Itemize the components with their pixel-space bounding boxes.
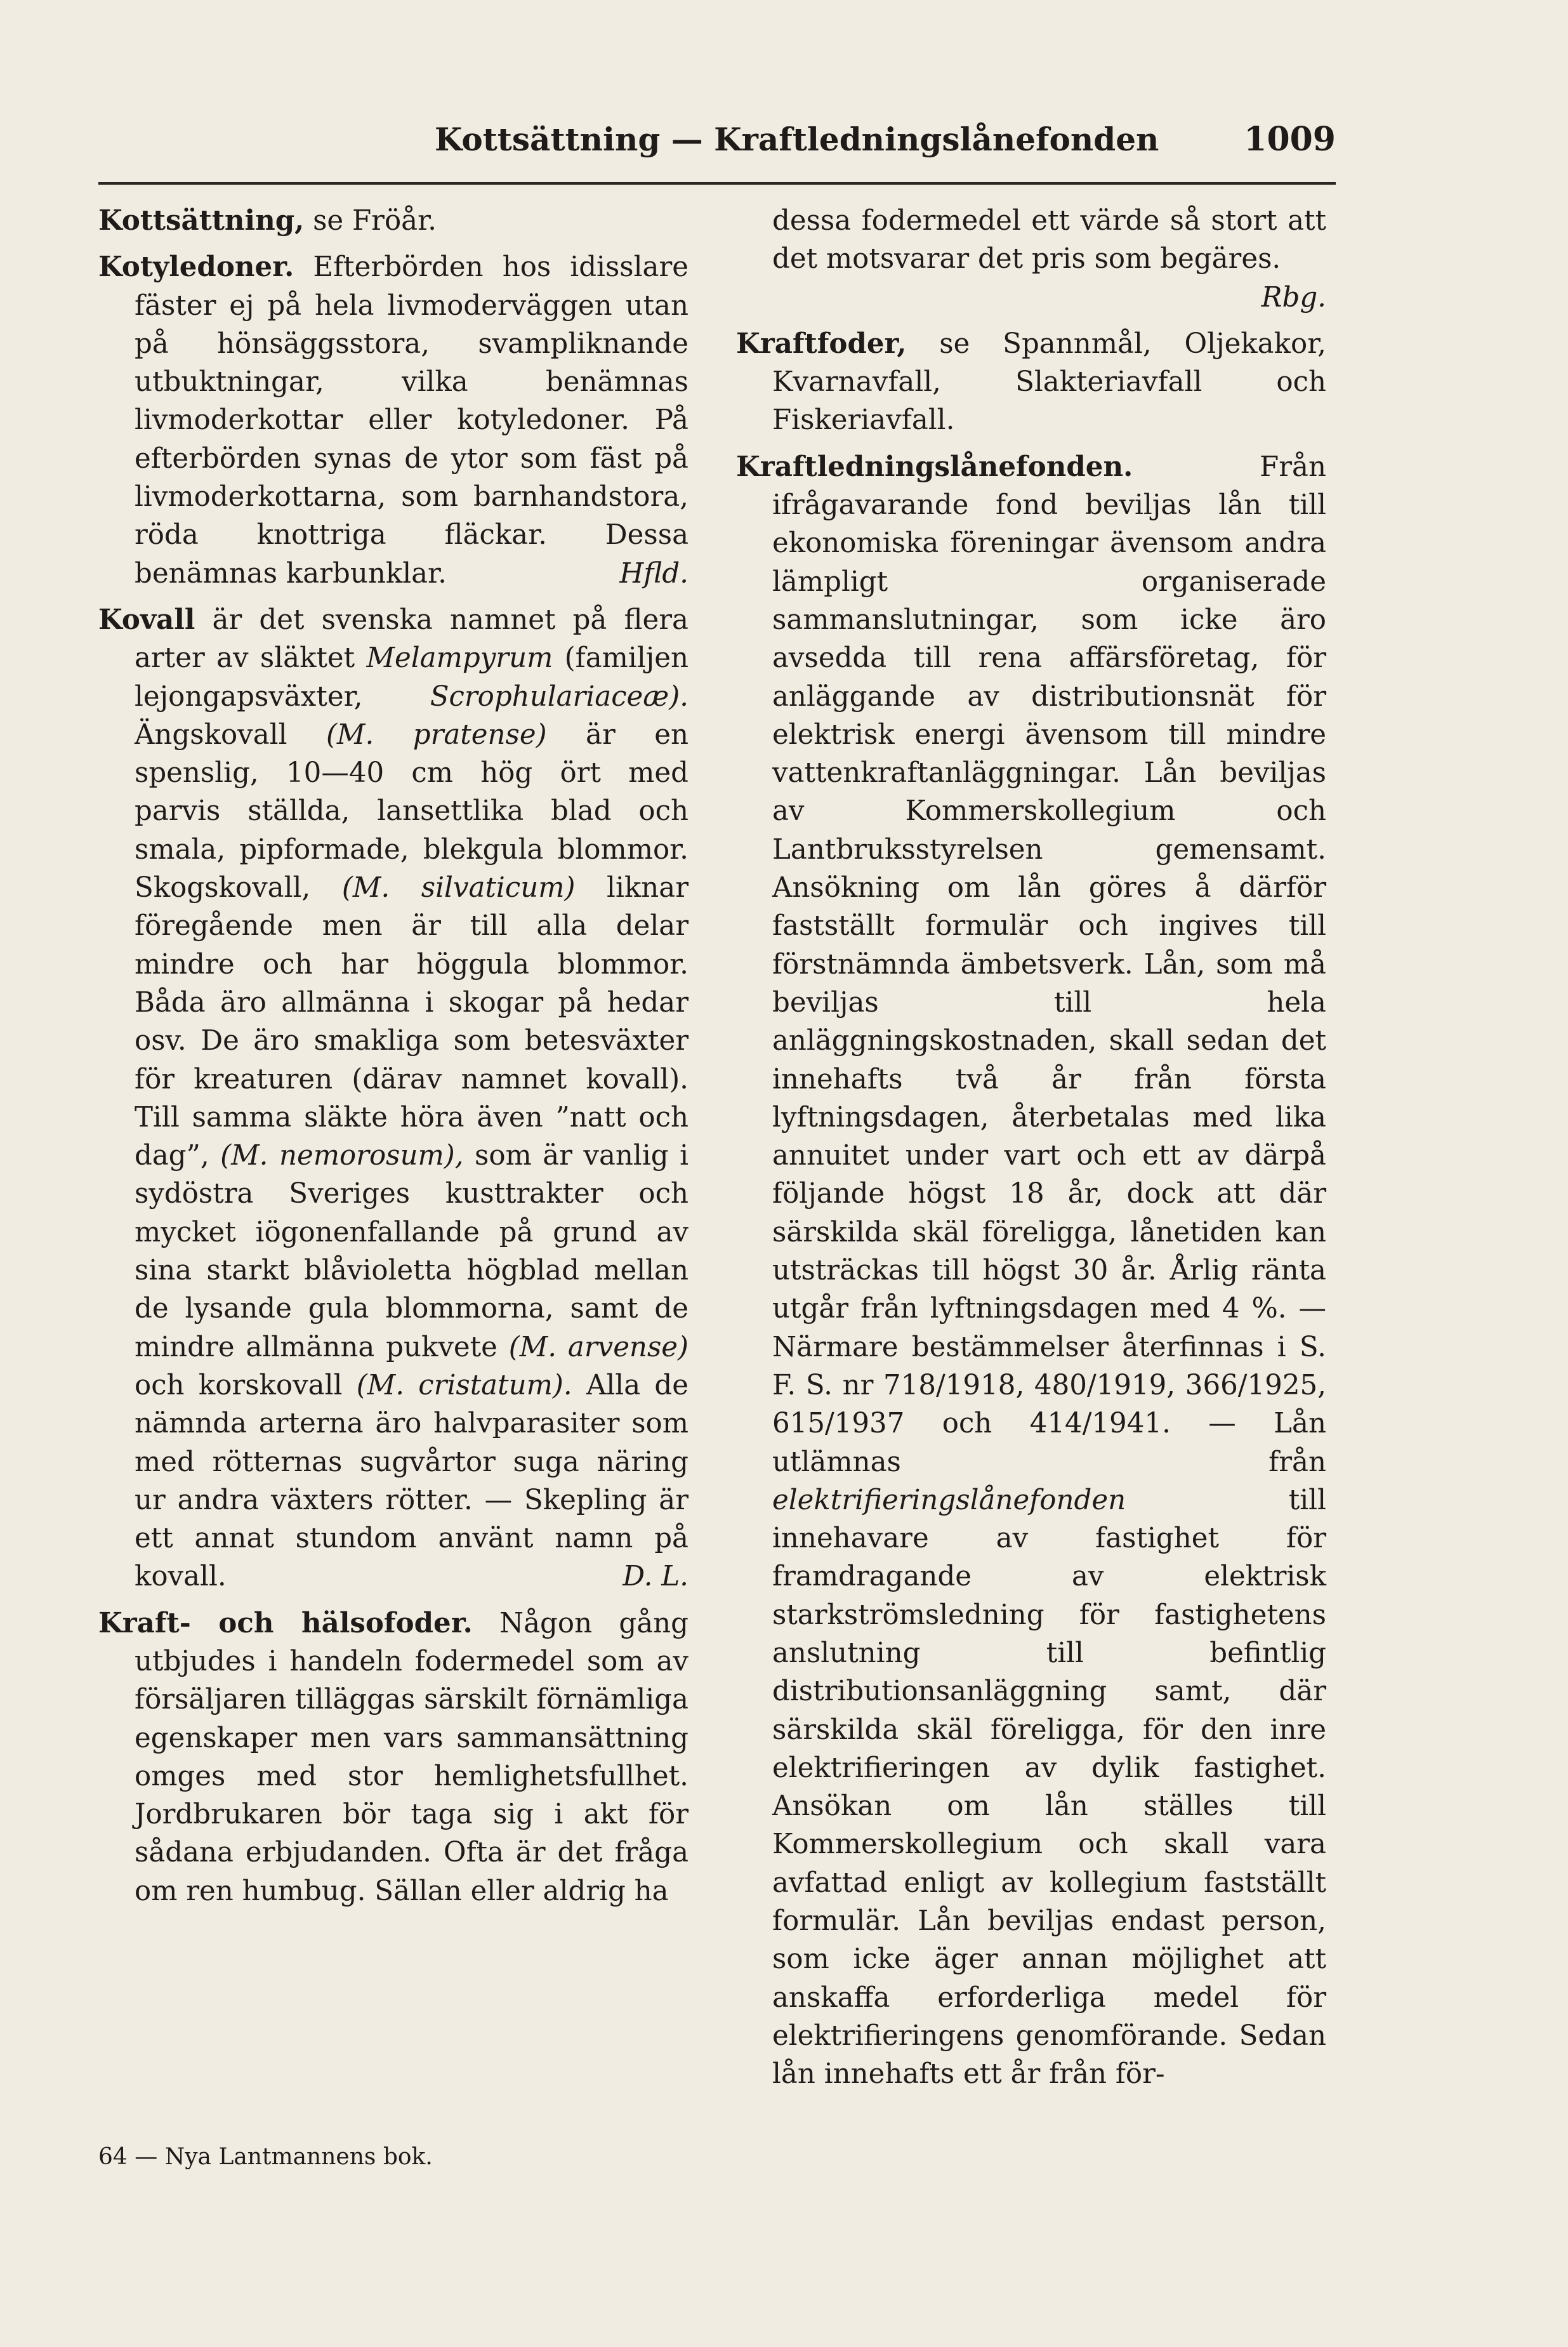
entry-head: Kraftfoder, (736, 327, 907, 360)
species-name: Melampyrum (366, 642, 553, 675)
entry-text: Någon gång utbjudes i handeln fodermedel som av försäljaren tilläggas särskilt förnämliga egenskaper men vars sammansättning omges med stor hemlighetsfullhet. Jordbrukaren bör taga sig i akt för sådana erbjudanden. Ofta är det fråga om ren humbug. Sällan eller aldrig ha (135, 1607, 688, 1907)
entry-text: se Spannmål, Oljekakor, Kvarnavfall, Slakteriavfall och Fiskeriavfall. (772, 327, 1326, 437)
entry-text: Ängskovall (135, 718, 326, 751)
author-signature: D. L. (623, 1561, 688, 1593)
entry-text: och korskovall (135, 1369, 357, 1401)
entry-kraft-halsofoder (98, 1604, 688, 1910)
author-signature: Hfld. (619, 557, 688, 590)
species-name: (M. pratense) (326, 718, 547, 751)
entry-kottsattning (98, 202, 688, 240)
entry-text: är det svenska namnet på flera arter av släktet (135, 604, 688, 675)
species-name: (M. arvense) (508, 1331, 688, 1363)
page-header (98, 117, 1336, 162)
entry-text: se Fröår. (304, 205, 437, 237)
species-name: Scrophulariaceæ). (430, 680, 688, 713)
entry-continuation (736, 202, 1326, 317)
entry-head: Kraft- och hälsofoder. (98, 1606, 473, 1639)
page-footer: 64 — Nya Lantmannens bok. (98, 2144, 433, 2170)
entry-text: till innehavare av fastighet för framdragande av elektrisk starkströmsledning för fastighetens anslutning till befintlig distributionsanläggning samt, där särskilda skäl föreligga, för den inre elektrifieringen av dylik fastighet. Ansökan om lån ställes till Kommerskollegium och skall vara avfattad enligt av kollegium fastställt formulär. Lån beviljas endast person, som icke äger annan möjlighet att anskaffa erforderliga medel för elektrifieringens genomförande. Sedan lån innehafts ett år från för- (772, 1484, 1326, 2091)
entry-kraftledningslanefonden (736, 448, 1326, 2094)
entry-kotyledoner (98, 248, 688, 593)
entry-text: (familjen lejongapsväxter, (135, 642, 688, 713)
fund-name: elektrifieringslånefonden (772, 1484, 1126, 1516)
entry-head: Kotyledoner. (98, 251, 294, 284)
entry-text: Från ifrågavarande fond beviljas lån till ekonomiska föreningar ävensom andra lämpligt organiserade sammanslutningar, som icke äro avsedda till rena affärsföretag, för anläggande av distributionsnät för elektrisk energi ävensom till mindre vattenkraftanläggningar. Lån beviljas av Kommerskollegium och Lantbruksstyrelsen gemensamt. Ansökning om lån göres å därför fastställt formulär och ingives till förstnämnda ämbetsverk. Lån, som må beviljas till hela anläggningskostnaden, skall sedan det innehafts två år från första lyftningsdagen, återbetalas med lika annuitet under vart och ett av därpå följande högst 18 år, dock att där särskilda skäl föreligga, lånetiden kan utsträckas till högst 30 år. Årlig ränta utgår från lyftningsdagen med 4 %. — Närmare bestämmelser återfinnas i S. F. S. nr 718/1918, 480/1919, 366/1925, 615/1937 och 414/1941. — Lån utlämnas från (772, 451, 1326, 1478)
entry-head: Kottsättning, (98, 204, 305, 237)
entry-text: Efterbörden hos idisslare fäster ej på hela livmoderväggen utan på hönsäggsstora, svampliknande utbuktningar, vilka benämnas livmoderkottar eller kotyledoner. På efterbörden synas de ytor som fäst på livmoderkottarna, som barnhandstora, röda knottriga fläckar. Dessa benämnas karbunklar. (135, 251, 688, 590)
entry-text: som är vanlig i sydöstra Sveriges kusttrakter och mycket iögonenfallande på grund av sina starkt blåvioletta högblad mellan de lysande gula blommorna, samt de mindre allmänna pukvete (135, 1140, 688, 1363)
entry-text: liknar föregående men är till alla delar mindre och har höggula blommor. Båda äro allmänna i skogar på hedar osv. De äro smakliga som betesväxter för kreaturen (därav namnet kovall). Till samma släkte höra även ”natt och dag”, (135, 872, 688, 1172)
entry-kraftfoder (736, 325, 1326, 440)
entry-text: är en spenslig, 10—40 cm hög ört med parvis ställda, lansettlika blad och smala, pipformade, blekgula blommor. Skogskovall, (135, 718, 688, 904)
species-name: (M. silvaticum) (341, 872, 576, 904)
page-number: 1009 (1244, 120, 1336, 159)
species-name: (M. cristatum). (356, 1369, 572, 1401)
entry-text: dessa fodermedel ett värde så stort att det motsvarar det pris som begäres. (772, 205, 1326, 275)
author-signature: Rbg. (1261, 281, 1326, 314)
header-rule (98, 182, 1336, 185)
entry-head: Kovall (98, 603, 195, 636)
entry-text: Alla de nämnda arterna äro halvparasiter som med rötternas sugvårtor suga näring ur andra växters rötter. — Skepling är ett annat stundom använt namn på kovall. (135, 1369, 688, 1593)
running-title: Kottsättning — Kraftledningslånefonden (435, 121, 1159, 158)
entry-head: Kraftledningslånefonden. (736, 450, 1133, 483)
right-column (736, 202, 1326, 2102)
species-name: (M. nemorosum), (220, 1140, 464, 1172)
entry-kovall (98, 601, 688, 1596)
left-column (98, 202, 688, 1919)
